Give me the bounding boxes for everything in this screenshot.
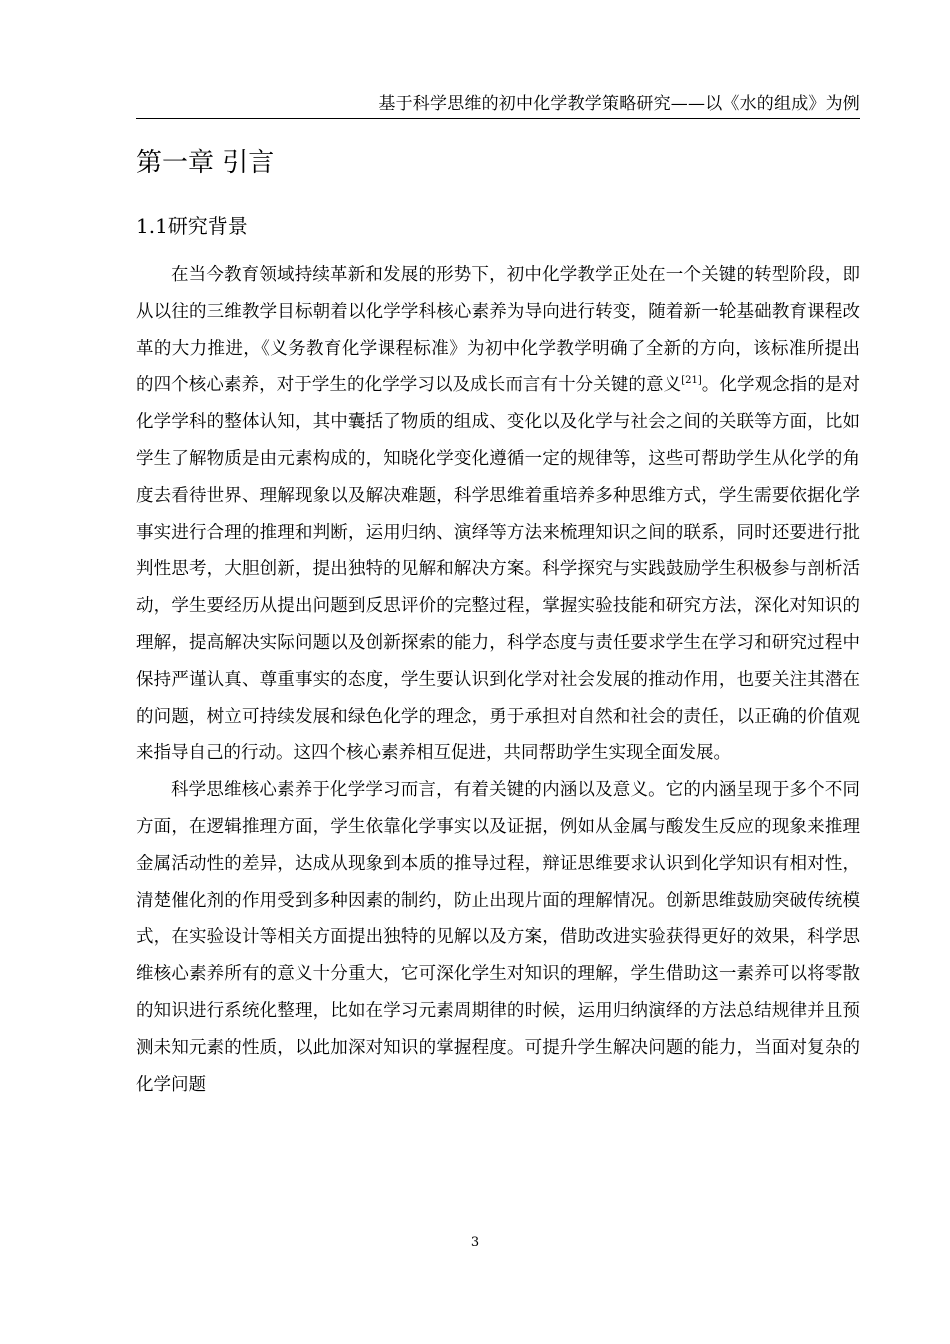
header-rule — [136, 118, 860, 119]
section-title: 研究背景 — [167, 214, 248, 238]
paragraph-1-text-a: 在当今教育领域持续革新和发展的形势下，初中化学教学正处在一个关键的转型阶段，即从以往的三维教学目标朝着以化学学科核心素养为导向进行转变，随着新一轮基础教育课程改革的大力推进，《义务教育化学课程标准》为初中化学教学明确了全新的方向，该标准所提出的四个核心素养，对于学生的化学学习以及成长而言有十分关键的意义 — [136, 265, 860, 396]
paragraph-2: 科学思维核心素养于化学学习而言，有着关键的内涵以及意义。它的内涵呈现于多个不同方面，在逻辑推理方面，学生依靠化学事实以及证据，例如从金属与酸发生反应的现象来推理金属活动性的差异，达成从现象到本质的推导过程，辩证思维要求认识到化学知识有相对性，清楚催化剂的作用受到多种因素的制约，防止出现片面的理解情况。创新思维鼓励突破传统模式，在实验设计等相关方面提出独特的见解以及方案，借助改进实验获得更好的效果，科学思维核心素养所有的意义十分重大，它可深化学生对知识的理解，学生借助这一素养可以将零散的知识进行系统化整理，比如在学习元素周期律的时候，运用归纳演绎的方法总结规律并且预测未知元素的性质，以此加深对知识的掌握程度。可提升学生解决问题的能力，当面对复杂的化学问题 — [136, 780, 860, 1095]
paragraph-1 — [136, 257, 860, 772]
citation-21: [21] — [681, 375, 702, 387]
section-heading — [136, 209, 248, 243]
paragraph-1-text-b: 。化学观念指的是对化学学科的整体认知，其中囊括了物质的组成、变化以及化学与社会之间的关联等方面，比如学生了解物质是由元素构成的，知晓化学变化遵循一定的规律等，这些可帮助学生从化学的角度去看待世界、理解现象以及解决难题，科学思维着重培养多种思维方式，学生需要依据化学事实进行合理的推理和判断，运用归纳、演绎等方法来梳理知识之间的联系，同时还要进行批判性思考，大胆创新，提出独特的见解和解决方案。科学探究与实践鼓励学生积极参与剖析活动，学生要经历从提出问题到反思评价的完整过程，掌握实验技能和研究方法，深化对知识的理解，提高解决实际问题以及创新探索的能力，科学态度与责任要求学生在学习和研究过程中保持严谨认真、尊重事实的态度，学生要认识到化学对社会发展的推动作用，也要关注其潜在的问题，树立可持续发展和绿色化学的理念，勇于承担对自然和社会的责任，以正确的价值观来指导自己的行动。这四个核心素养相互促进，共同帮助学生实现全面发展。 — [136, 375, 860, 764]
page-number: 3 — [470, 1235, 480, 1250]
chapter-title: 第一章 引言 — [136, 148, 275, 178]
running-header-title: 基于科学思维的初中化学教学策略研究——以《水的组成》为例 — [378, 94, 860, 114]
body-text — [136, 257, 860, 1103]
section-number: 1.1 — [136, 214, 168, 238]
